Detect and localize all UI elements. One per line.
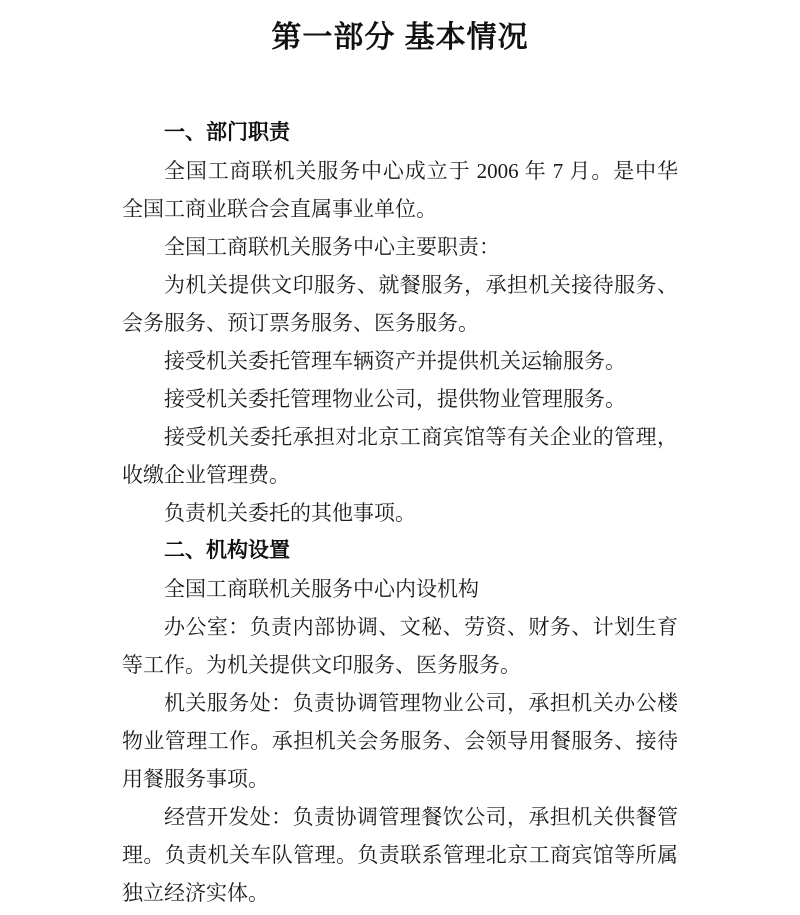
paragraph: 接受机关委托承担对北京工商宾馆等有关企业的管理，收缴企业管理费。 <box>122 425 678 487</box>
section-heading-structure: 二、机构设置 <box>164 539 290 562</box>
section-heading-responsibilities: 一、部门职责 <box>164 121 290 144</box>
document-body <box>122 114 678 912</box>
paragraph: 接受机关委托管理物业公司，提供物业管理服务。 <box>164 387 626 411</box>
paragraph: 全国工商联机关服务中心内设机构 <box>164 577 479 601</box>
paragraph: 办公室：负责内部协调、文秘、劳资、财务、计划生育等工作。为机关提供文印服务、医务服务。 <box>122 615 678 677</box>
paragraph: 为机关提供文印服务、就餐服务，承担机关接待服务、会务服务、预订票务服务、医务服务。 <box>122 273 678 335</box>
section-organizational-structure <box>122 532 678 912</box>
paragraph: 全国工商联机关服务中心主要职责： <box>164 235 500 259</box>
section-department-responsibilities <box>122 114 678 532</box>
paragraph: 经营开发处：负责协调管理餐饮公司，承担机关供餐管理。负责机关车队管理。负责联系管理北京工商宾馆等所属独立经济实体。 <box>122 805 678 905</box>
paragraph: 负责机关委托的其他事项。 <box>164 501 416 525</box>
paragraph: 接受机关委托管理车辆资产并提供机关运输服务。 <box>164 349 626 373</box>
document-title: 第一部分 基本情况 <box>271 21 529 54</box>
paragraph: 全国工商联机关服务中心成立于 2006 年 7 月。是中华全国工商业联合会直属事业单位。 <box>122 159 678 221</box>
paragraph: 机关服务处：负责协调管理物业公司，承担机关办公楼物业管理工作。承担机关会务服务、会领导用餐服务、接待用餐服务事项。 <box>122 691 678 791</box>
